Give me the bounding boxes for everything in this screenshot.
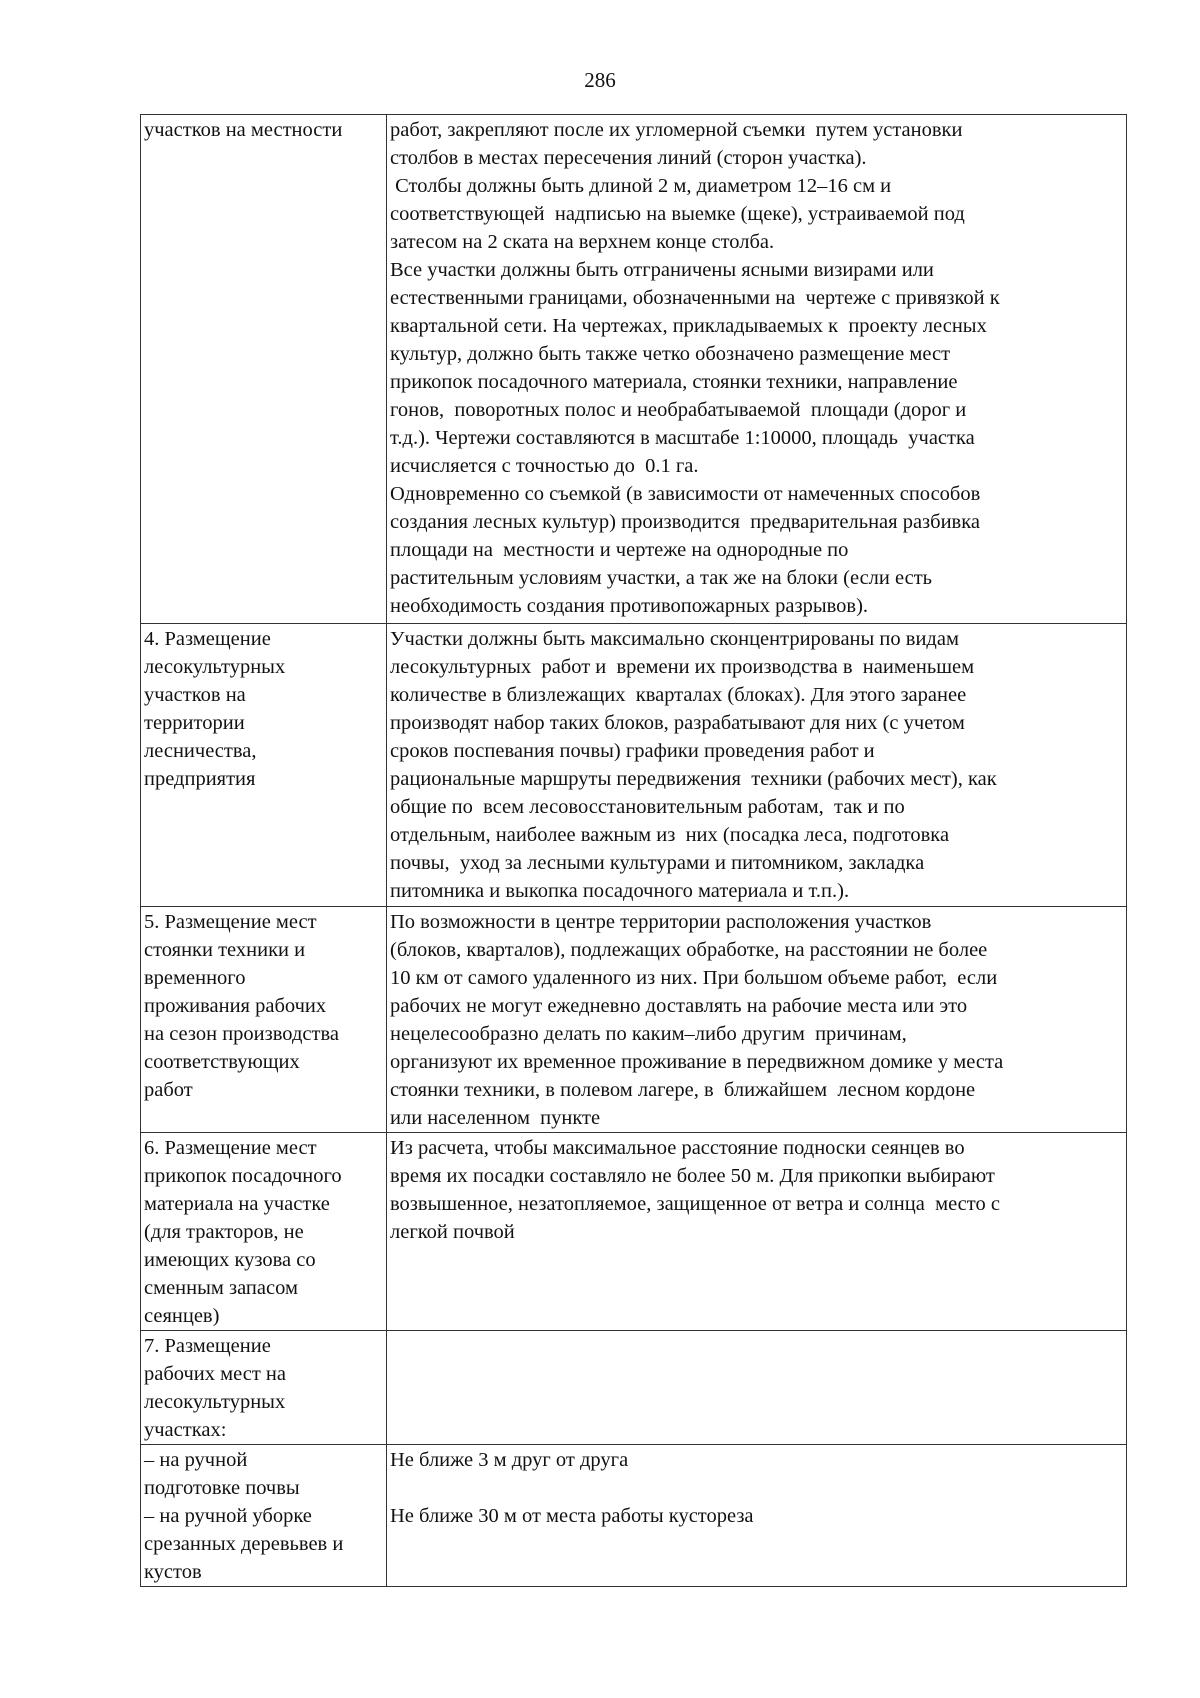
description-line: рабочих не могут ежедневно доставлять на рабочие места или это: [390, 995, 968, 1017]
topic-line: лесокультурных: [144, 656, 286, 678]
row-description-cell: [387, 1133, 1127, 1331]
row-description-cell: [387, 907, 1127, 1133]
description-line: организуют их временное проживание в передвижном домике у места: [390, 1051, 1004, 1073]
row-description-cell: [387, 1331, 1127, 1445]
topic-line: 6. Размещение мест: [144, 1137, 317, 1159]
description-line: соответствующей надписью на выемке (щеке), устраиваемой под: [390, 203, 965, 225]
table-row: [141, 1133, 1127, 1331]
description-line: Из расчета, чтобы максимальное расстояние подноски сеянцев во: [390, 1137, 965, 1159]
row-description-cell: [387, 1445, 1127, 1587]
topic-line: стоянки техники и: [144, 939, 306, 961]
description-line: возвышенное, незатопляемое, защищенное от ветра и солнца место с: [390, 1193, 1000, 1215]
topic-line: рабочих мест на: [144, 1363, 286, 1385]
row-description-cell: [387, 115, 1127, 624]
description-line: или населенном пункте: [390, 1107, 601, 1129]
description-line: [390, 1474, 1124, 1502]
description-line: (блоков, кварталов), подлежащих обработке, на расстоянии не более: [390, 939, 988, 961]
row-topic-cell: [141, 1331, 387, 1445]
description-line: прикопок посадочного материала, стоянки техники, направление: [390, 371, 958, 393]
topic-line: соответствующих: [144, 1051, 300, 1073]
procedure-table: [140, 114, 1127, 1587]
description-line: Столбы должны быть длиной 2 м, диаметром 12–16 см и: [390, 175, 892, 197]
row-topic-cell: [141, 1445, 387, 1587]
description-line: рациональные маршруты передвижения техники (рабочих мест), как: [390, 768, 997, 790]
topic-line: сеянцев): [144, 1305, 220, 1327]
table-row: [141, 624, 1127, 907]
description-line: легкой почвой: [390, 1221, 515, 1243]
topic-line: прикопок посадочного: [144, 1165, 342, 1187]
topic-line: территории: [144, 712, 245, 734]
table-row: [141, 1331, 1127, 1445]
topic-line: участков на местности: [144, 119, 343, 141]
topic-line: срезанных деревьвев и: [144, 1533, 344, 1555]
description-line: Не ближе 30 м от места работы кустореза: [390, 1505, 754, 1527]
description-line: Все участки должны быть отграничены ясными визирами или: [390, 259, 934, 281]
table-row: [141, 1445, 1127, 1587]
description-line: необходимость создания противопожарных разрывов).: [390, 595, 869, 617]
description-line: естественными границами, обозначенными на чертеже с привязкой к: [390, 287, 1000, 309]
topic-line: участков на: [144, 684, 246, 706]
topic-line: участках:: [144, 1419, 227, 1441]
topic-line: проживания рабочих: [144, 995, 327, 1017]
topic-line: – на ручной уборке: [144, 1505, 312, 1527]
topic-line: (для тракторов, не: [144, 1221, 304, 1243]
topic-line: материала на участке: [144, 1193, 330, 1215]
topic-line: сменным запасом: [144, 1277, 298, 1299]
description-line: нецелесообразно делать по каким–либо другим причинам,: [390, 1023, 907, 1045]
description-line: Не ближе 3 м друг от друга: [390, 1449, 629, 1471]
description-line: сроков поспевания почвы) графики проведения работ и: [390, 740, 875, 762]
description-line: 10 км от самого удаленного из них. При большом объеме работ, если: [390, 967, 998, 989]
description-line: питомника и выкопка посадочного материала и т.п.).: [390, 880, 850, 902]
topic-line: имеющих кузова со: [144, 1249, 316, 1271]
description-line: площади на местности и чертеже на однородные по: [390, 539, 849, 561]
description-line: гонов, поворотных полос и необрабатываемой площади (дорог и: [390, 399, 967, 421]
row-topic-cell: [141, 115, 387, 624]
description-line: лесокультурных работ и времени их производства в наименьшем: [390, 656, 975, 678]
description-line: Одновременно со съемкой (в зависимости от намеченных способов: [390, 483, 981, 505]
description-line: квартальной сети. На чертежах, прикладываемых к проекту лесных: [390, 315, 987, 337]
topic-line: работ: [144, 1079, 193, 1101]
description-line: столбов в местах пересечения линий (сторон участка).: [390, 147, 867, 169]
topic-line: подготовке почвы: [144, 1477, 300, 1499]
description-line: растительным условиям участки, а так же на блоки (если есть: [390, 567, 933, 589]
description-line: общие по всем лесовосстановительным работам, так и по: [390, 796, 905, 818]
description-line: исчисляется с точностью до 0.1 га.: [390, 455, 699, 477]
topic-line: на сезон производства: [144, 1023, 339, 1045]
topic-line: 5. Размещение мест: [144, 911, 317, 933]
row-topic-cell: [141, 1133, 387, 1331]
description-line: количестве в близлежащих кварталах (блоках). Для этого заранее: [390, 684, 967, 706]
table-row: [141, 115, 1127, 624]
row-description-cell: [387, 624, 1127, 907]
description-line: создания лесных культур) производится предварительная разбивка: [390, 511, 980, 533]
description-line: время их посадки составляло не более 50 м. Для прикопки выбирают: [390, 1165, 995, 1187]
topic-line: 4. Размещение: [144, 628, 271, 650]
page-number: 286: [584, 68, 616, 92]
topic-line: – на ручной: [144, 1449, 248, 1471]
description-line: производят набор таких блоков, разрабатывают для них (с учетом: [390, 712, 965, 734]
topic-line: предприятия: [144, 768, 256, 790]
description-line: работ, закрепляют после их угломерной съемки путем установки: [390, 119, 963, 141]
description-line: Участки должны быть максимально сконцентрированы по видам: [390, 628, 959, 650]
topic-line: кустов: [144, 1561, 202, 1583]
description-line: отдельным, наиболее важным из них (посадка леса, подготовка: [390, 824, 950, 846]
description-line: культур, должно быть также четко обозначено размещение мест: [390, 343, 951, 365]
topic-line: лесокультурных: [144, 1391, 286, 1413]
table-row: [141, 907, 1127, 1133]
topic-line: лесничества,: [144, 740, 257, 762]
topic-line: 7. Размещение: [144, 1335, 271, 1357]
row-topic-cell: [141, 624, 387, 907]
row-topic-cell: [141, 907, 387, 1133]
topic-line: временного: [144, 967, 246, 989]
description-line: затесом на 2 ската на верхнем конце столба.: [390, 231, 775, 253]
description-line: стоянки техники, в полевом лагере, в ближайшем лесном кордоне: [390, 1079, 976, 1101]
description-line: т.д.). Чертежи составляются в масштабе 1:10000, площадь участка: [390, 427, 975, 449]
description-line: По возможности в центре территории расположения участков: [390, 911, 932, 933]
description-line: почвы, уход за лесными культурами и питомником, закладка: [390, 852, 925, 874]
